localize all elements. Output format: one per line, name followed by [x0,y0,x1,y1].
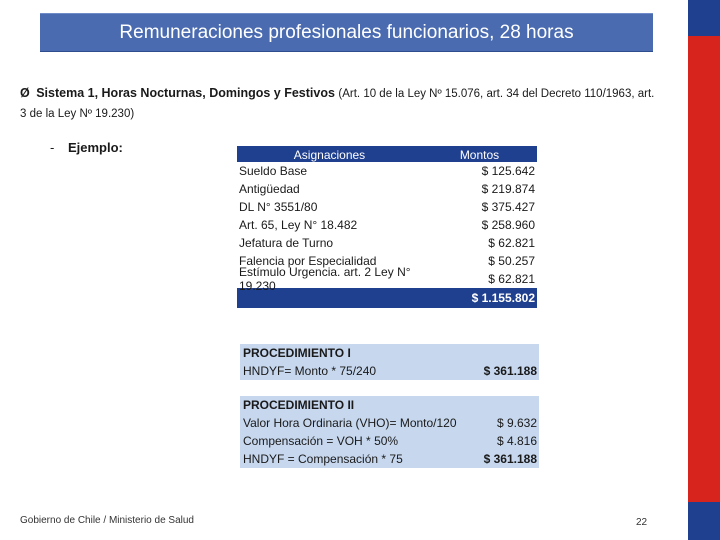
row-amount: $ 375.427 [481,200,535,214]
table-row [237,234,537,252]
proc1-result: $ 361.188 [483,364,537,378]
bullet-arrow-icon: Ø [20,86,30,100]
example-text: Ejemplo: [67,140,123,155]
table-row [237,162,537,180]
proc2-title-text: PROCEDIMIENTO II [243,398,355,412]
table-row [237,198,537,216]
flag-strip [688,0,720,540]
header-montos: Montos [459,148,500,162]
example-label [50,140,123,155]
proc2-value: $ 4.816 [496,434,537,448]
row-amount: $ 62.821 [488,236,535,250]
row-label: DL N° 3551/80 [239,200,318,214]
table-header [237,146,537,162]
page-number: 22 [636,517,648,528]
row-amount: $ 219.874 [481,182,535,196]
footer-text: Gobierno de Chile / Ministerio de Salud [20,515,194,526]
flag-red-band [688,36,720,540]
row-label: Estímulo Urgencia. art. 2 Ley N° 19.230 [239,265,411,293]
table-row [237,265,537,293]
salary-table [237,146,537,308]
row-label: Falencia por Especialidad [239,254,377,268]
page-title: Remuneraciones profesionales funcionarios, 28 horas [119,21,574,43]
row-label: Sueldo Base [239,164,308,178]
procedimiento-1-box [240,344,539,380]
proc2-label: HNDYF = Compensación * 75 [243,452,403,466]
row-label: Jefatura de Turno [239,236,334,250]
proc2-value: $ 361.188 [483,452,537,466]
bullet-point [20,84,660,124]
procedimiento-2-box [240,396,539,468]
proc2-title [240,396,539,414]
proc2-line [240,432,539,450]
header-asignaciones: Asignaciones [293,148,366,162]
flag-blue-top [688,0,720,36]
proc1-formula-line [240,362,539,380]
row-amount: $ 258.960 [481,218,535,232]
bullet-citation: (Art. 10 de la Ley Nº 15.076, art. 34 del Decreto 110/1963, art. 3 de la Ley Nº 19.230) [20,88,655,120]
proc2-line [240,450,539,468]
table-total: $ 1.155.802 [237,288,537,308]
proc2-label: Compensación = VOH * 50% [243,434,399,448]
table-row [237,180,537,198]
row-amount: $ 62.821 [488,272,535,286]
table-row [237,216,537,234]
flag-blue-bottom [688,502,720,540]
proc1-formula: HNDYF= Monto * 75/240 [243,364,377,378]
row-amount: $ 125.642 [481,164,535,178]
bullet-heading: Sistema 1, Horas Nocturnas, Domingos y Festivos [36,86,335,100]
proc2-label: Valor Hora Ordinaria (VHO)= Monto/120 [243,416,457,430]
proc1-title [240,344,539,362]
proc2-value: $ 9.632 [496,416,537,430]
example-dash: - [50,140,55,155]
row-amount: $ 50.257 [488,254,535,268]
proc2-line [240,414,539,432]
title-bar [40,13,653,52]
proc1-title-text: PROCEDIMIENTO I [243,346,351,360]
row-label: Antigüedad [239,182,300,196]
row-label: Art. 65, Ley N° 18.482 [239,218,358,232]
